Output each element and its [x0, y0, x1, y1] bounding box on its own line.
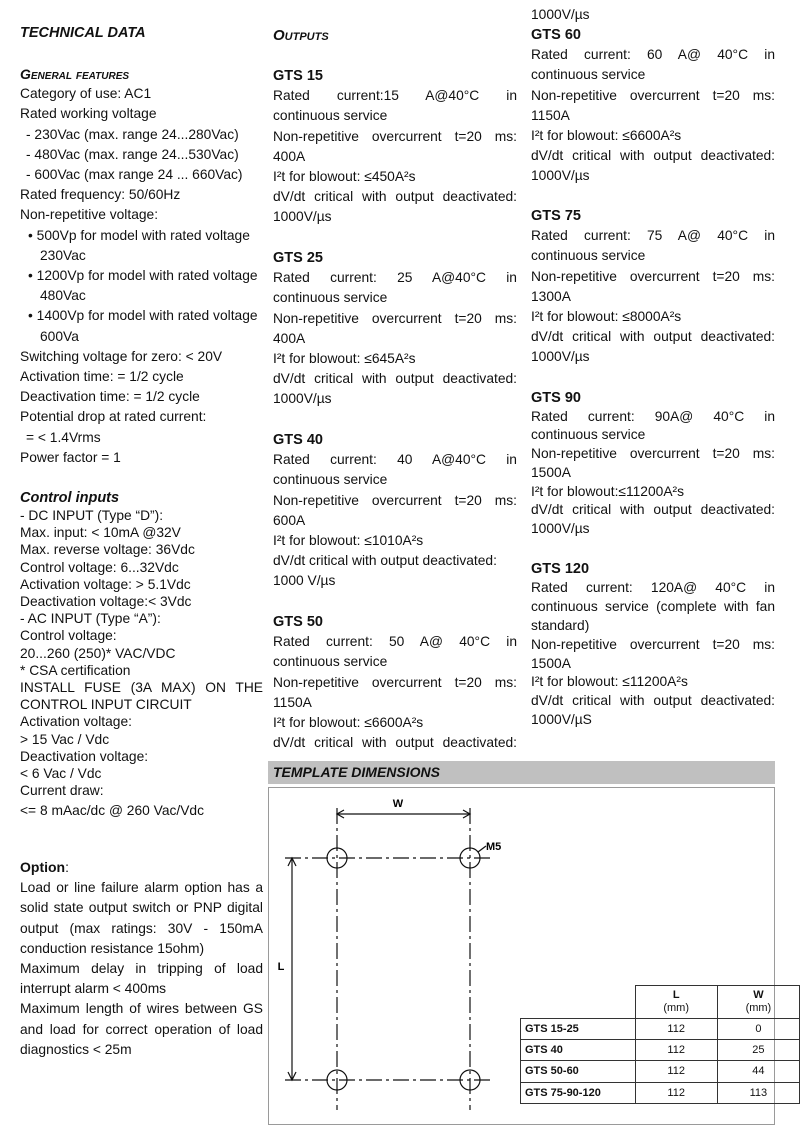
spec-line: continuous service [273, 290, 388, 306]
general-line: Category of use: AC1 [20, 86, 152, 102]
spec-line: I²t for blowout: ≤6600A²s [531, 128, 682, 144]
option-line: and load for correct operation of load [20, 1021, 263, 1037]
option-line: diagnostics < 25m [20, 1041, 132, 1057]
spec-line: continuous service (complete with fan [531, 598, 775, 614]
spec-line: I²t for blowout: ≤6600A²s [273, 715, 424, 731]
spec-line: 400A [273, 148, 306, 164]
spec-line: dV/dt critical with output deactivated: [273, 735, 517, 751]
general-line: Rated working voltage [20, 106, 157, 122]
spec-line: Non-repetitive overcurrent t=20 ms: [531, 87, 775, 103]
general-line: Potential drop at rated current: [20, 409, 207, 425]
general-line: - 600Vac (max range 24 ... 660Vac) [26, 167, 243, 183]
table-corner [521, 986, 636, 1019]
control-inputs-title: Control inputs [20, 490, 120, 506]
table-header-row [521, 986, 800, 1019]
row-l: 112 [635, 1061, 717, 1082]
control-line: Activation voltage: [20, 714, 132, 730]
spec-line: I²t for blowout:≤11200A²s [531, 483, 685, 499]
spec-line: Non-repetitive overcurrent t=20 ms: [531, 268, 775, 284]
spec-line: 1000V/µs [531, 168, 590, 184]
spec-line: 1000V/µs [273, 209, 332, 225]
general-line: • 500Vp for model with rated voltage [28, 227, 250, 243]
spec-line: Non-repetitive overcurrent t=20 ms: [273, 128, 517, 144]
general-line: 600Va [40, 328, 79, 344]
spec-line: Rated current: 120A@ 40°C in [531, 579, 775, 595]
outputs-title: Outputs [273, 27, 329, 44]
spec-line: I²t for blowout: ≤450A²s [273, 169, 416, 185]
model-name: GTS 15 [273, 68, 323, 84]
spec-line: standard) [531, 617, 590, 633]
header-w-name: W [753, 989, 764, 1001]
option-line: Load or line failure alarm option has a [20, 880, 263, 896]
row-l: 112 [635, 1019, 717, 1040]
spec-line: dV/dt critical with output deactivated: [531, 148, 775, 164]
dimensions-table [520, 985, 800, 1104]
spec-line: I²t for blowout: ≤1010A²s [273, 533, 424, 549]
control-line: 20...260 (250)* VAC/VDC [20, 645, 176, 661]
option-title: Option [20, 859, 66, 875]
spec-line: dV/dt critical with output deactivated: [531, 502, 775, 518]
w-label: W [392, 798, 404, 810]
spec-line: 1300A [531, 288, 571, 304]
table-row [521, 1040, 800, 1061]
row-model: GTS 75-90-120 [521, 1082, 636, 1103]
row-w: 25 [717, 1040, 799, 1061]
control-line: <= 8 mAac/dc @ 260 Vac/Vdc [20, 803, 205, 819]
option-line: Maximum delay in tripping of load [20, 961, 263, 977]
l-label: L [277, 961, 285, 973]
row-w: 0 [717, 1019, 799, 1040]
option-line: interrupt alarm < 400ms [20, 981, 167, 997]
control-line: Control voltage: 6...32Vdc [20, 559, 179, 575]
model-name: GTS 60 [531, 27, 581, 43]
control-line: > 15 Vac / Vdc [20, 731, 110, 747]
control-line: Current draw: [20, 783, 104, 799]
spec-line: Non-repetitive overcurrent t=20 ms: [531, 636, 775, 652]
spec-line: Rated current: 40 A@40°C in [273, 452, 517, 468]
model-name: GTS 75 [531, 208, 581, 224]
spec-line: dV/dt critical with output deactivated: [273, 189, 517, 205]
control-line: - AC INPUT (Type “A”): [20, 611, 161, 627]
control-line: Deactivation voltage: [20, 748, 149, 764]
general-line: Power factor = 1 [20, 449, 121, 465]
header-l [635, 986, 717, 1019]
spec-line: Non-repetitive overcurrent t=20 ms: [273, 310, 517, 326]
spec-line: Rated current: 75 A@ 40°C in [531, 228, 775, 244]
general-line: = < 1.4Vrms [26, 429, 101, 445]
general-line: Non-repetitive voltage: [20, 207, 159, 223]
spec-line: continuous service [273, 654, 388, 670]
general-line: 230Vac [40, 247, 86, 263]
spec-line: 1000 V/µs [273, 573, 336, 589]
spec-line: Non-repetitive overcurrent t=20 ms: [531, 446, 775, 462]
spec-line: 1150A [531, 107, 570, 123]
general-features-title: General features [20, 66, 130, 82]
general-line: • 1400Vp for model with rated voltage [28, 308, 258, 324]
general-line: Switching voltage for zero: < 20V [20, 348, 223, 364]
spec-line: continuous service [273, 472, 388, 488]
control-line: Max. reverse voltage: 36Vdc [20, 542, 195, 558]
general-line: - 480Vac (max. range 24...530Vac) [26, 146, 239, 162]
technical-data-title: TECHNICAL DATA [20, 25, 146, 41]
spec-line: 1000V/µs [531, 349, 590, 365]
general-line: Deactivation time: = 1/2 cycle [20, 389, 200, 405]
control-line: - DC INPUT (Type “D”): [20, 508, 164, 523]
row-model: GTS 50-60 [521, 1061, 636, 1082]
row-w: 44 [717, 1061, 799, 1082]
spec-line: 1500A [531, 655, 571, 671]
spec-line: dV/dt critical with output deactivated: [531, 329, 775, 345]
option-line: Maximum length of wires between GS [20, 1001, 263, 1017]
control-line: INSTALL FUSE (3A MAX) ON THE [20, 680, 263, 696]
spec-line: Rated current:15 A@40°C in [273, 88, 517, 104]
general-line: Rated frequency: 50/60Hz [20, 187, 181, 203]
control-line: Activation voltage: > 5.1Vdc [20, 576, 191, 592]
spec-line: continuous service [531, 67, 646, 83]
row-model: GTS 40 [521, 1040, 636, 1061]
row-l: 112 [635, 1040, 717, 1061]
header-l-name: L [672, 989, 680, 1001]
spec-line: Non-repetitive overcurrent t=20 ms: [273, 492, 517, 508]
spec-line: 1000V/µs [531, 7, 590, 22]
general-line: Activation time: = 1/2 cycle [20, 369, 184, 385]
spec-line: 1000V/µs [531, 520, 590, 536]
template-dimensions-header: TEMPLATE DIMENSIONS [268, 761, 775, 784]
spec-line: I²t for blowout: ≤645A²s [273, 351, 416, 367]
header-l-unit: (mm) [663, 1002, 690, 1014]
control-line: * CSA certification [20, 662, 131, 678]
spec-line: 400A [273, 330, 306, 346]
general-line: 480Vac [40, 288, 86, 304]
m5-label: M5 [486, 841, 502, 853]
header-w [717, 986, 799, 1019]
spec-line: dV/dt critical with output deactivated: [273, 371, 517, 387]
spec-line: 1150A [273, 694, 312, 710]
spec-line: I²t for blowout: ≤11200A²s [531, 674, 688, 690]
control-line: Deactivation voltage:< 3Vdc [20, 594, 192, 610]
row-model: GTS 15-25 [521, 1019, 636, 1040]
model-name: GTS 90 [531, 390, 581, 406]
control-line: Control voltage: [20, 628, 117, 644]
control-line: < 6 Vac / Vdc [20, 766, 102, 782]
option-line: conduction resistance 15ohm) [20, 940, 205, 956]
spec-line: dV/dt critical with output deactivated: [531, 693, 775, 709]
option-line: output (max ratings: 30V - 150mA [20, 920, 263, 936]
table-row [521, 1061, 800, 1082]
spec-line: continuous service [531, 427, 646, 443]
m5-leader [478, 846, 486, 852]
option-line: solid state output switch or PNP digital [20, 900, 263, 916]
model-name: GTS 25 [273, 250, 323, 266]
spec-line: 1000V/µs [273, 391, 332, 407]
table-row [521, 1082, 800, 1103]
spec-line: Rated current: 90A@ 40°C in [531, 408, 775, 424]
spec-line: Rated current: 25 A@40°C in [273, 270, 517, 286]
general-line: - 230Vac (max. range 24...280Vac) [26, 126, 239, 142]
spec-line: I²t for blowout: ≤8000A²s [531, 309, 682, 325]
spec-line: continuous service [531, 248, 646, 264]
model-name: GTS 40 [273, 432, 323, 448]
spec-line: 1000V/µS [531, 712, 592, 728]
control-line: Max. input: < 10mA @32V [20, 525, 181, 541]
spec-line: Non-repetitive overcurrent t=20 ms: [273, 674, 517, 690]
row-l: 112 [635, 1082, 717, 1103]
model-name: GTS 120 [531, 561, 590, 577]
control-line: CONTROL INPUT CIRCUIT [20, 697, 192, 713]
table-row [521, 1019, 800, 1040]
model-name: GTS 50 [273, 614, 323, 630]
spec-line: Rated current: 60 A@ 40°C in [531, 47, 775, 63]
header-w-unit: (mm) [745, 1002, 772, 1014]
spec-line: Rated current: 50 A@ 40°C in [273, 634, 517, 650]
option-colon: : [65, 860, 69, 875]
general-line: • 1200Vp for model with rated voltage [28, 268, 258, 284]
spec-line: dV/dt critical with output deactivated: [273, 553, 497, 569]
row-w: 113 [717, 1082, 799, 1103]
spec-line: 1500A [531, 464, 571, 480]
spec-line: 600A [273, 512, 306, 528]
spec-line: continuous service [273, 108, 388, 124]
